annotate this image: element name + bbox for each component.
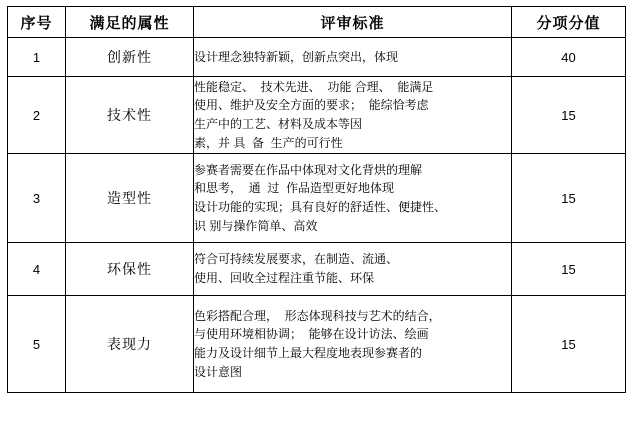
- criteria-line: 使用、回收全过程注重节能、环保: [194, 271, 375, 285]
- table-row: [8, 77, 626, 154]
- row-number: 1: [8, 38, 66, 77]
- row-attribute: 创新性: [66, 38, 194, 77]
- table-header-row: [8, 7, 626, 38]
- row-attribute: 造型性: [66, 154, 194, 243]
- table-row: [8, 296, 626, 393]
- criteria-line: 和思考， 通 过 作品造型更好地体现: [194, 181, 395, 196]
- criteria-line: 性能稳定、 技术先进、 功能 合理、 能满足: [194, 79, 434, 94]
- criteria-line: 色彩搭配合理， 形态体现科技与艺术的结合，: [194, 308, 441, 323]
- criteria-line: 能力及设计细节上最大程度地表现参赛者的: [194, 346, 423, 360]
- row-attribute: 环保性: [66, 243, 194, 296]
- row-number: 3: [8, 154, 66, 243]
- criteria-line: 参赛者需要在作品中体现对文化背烘的理解: [194, 162, 423, 177]
- criteria-line: 识 别与操作简单、高效: [194, 218, 318, 233]
- scoring-criteria-table: [7, 6, 626, 393]
- column-header-attribute: 满足的属性: [66, 7, 194, 38]
- row-score: 15: [512, 296, 626, 393]
- criteria-line: 设计理念独特新颖，创新点突出，体现: [194, 49, 399, 64]
- column-header-score: 分项分值: [512, 7, 626, 38]
- row-criteria: [194, 38, 512, 77]
- row-criteria: [194, 77, 512, 154]
- criteria-line: 使用、维护及安全方面的要求； 能综恰考虑: [194, 98, 429, 113]
- criteria-line: 设计功能的实现；具有良好的舒适性、便捷性、: [194, 200, 447, 214]
- criteria-line: 设计意图: [194, 364, 243, 379]
- row-attribute: 技术性: [66, 77, 194, 154]
- row-score: 40: [512, 38, 626, 77]
- column-header-no: 序号: [8, 7, 66, 38]
- criteria-line: 符合可持续发展要求，在制造、流通、: [194, 252, 399, 267]
- criteria-line: 与使用环境相协调； 能够在设计访法、绘画: [194, 327, 429, 342]
- row-score: 15: [512, 154, 626, 243]
- column-header-criteria: 评审标准: [194, 7, 512, 38]
- row-score: 15: [512, 243, 626, 296]
- row-criteria: [194, 154, 512, 243]
- row-criteria: [194, 296, 512, 393]
- row-attribute: 表现力: [66, 296, 194, 393]
- row-score: 15: [512, 77, 626, 154]
- criteria-line: 素，并 具 备 生产的可行性: [194, 135, 343, 150]
- criteria-line: 生产中的工艺、材料及成本等因: [194, 117, 363, 131]
- row-number: 2: [8, 77, 66, 154]
- table-row: [8, 38, 626, 77]
- row-number: 5: [8, 296, 66, 393]
- row-criteria: [194, 243, 512, 296]
- row-number: 4: [8, 243, 66, 296]
- table-row: [8, 154, 626, 243]
- table-row: [8, 243, 626, 296]
